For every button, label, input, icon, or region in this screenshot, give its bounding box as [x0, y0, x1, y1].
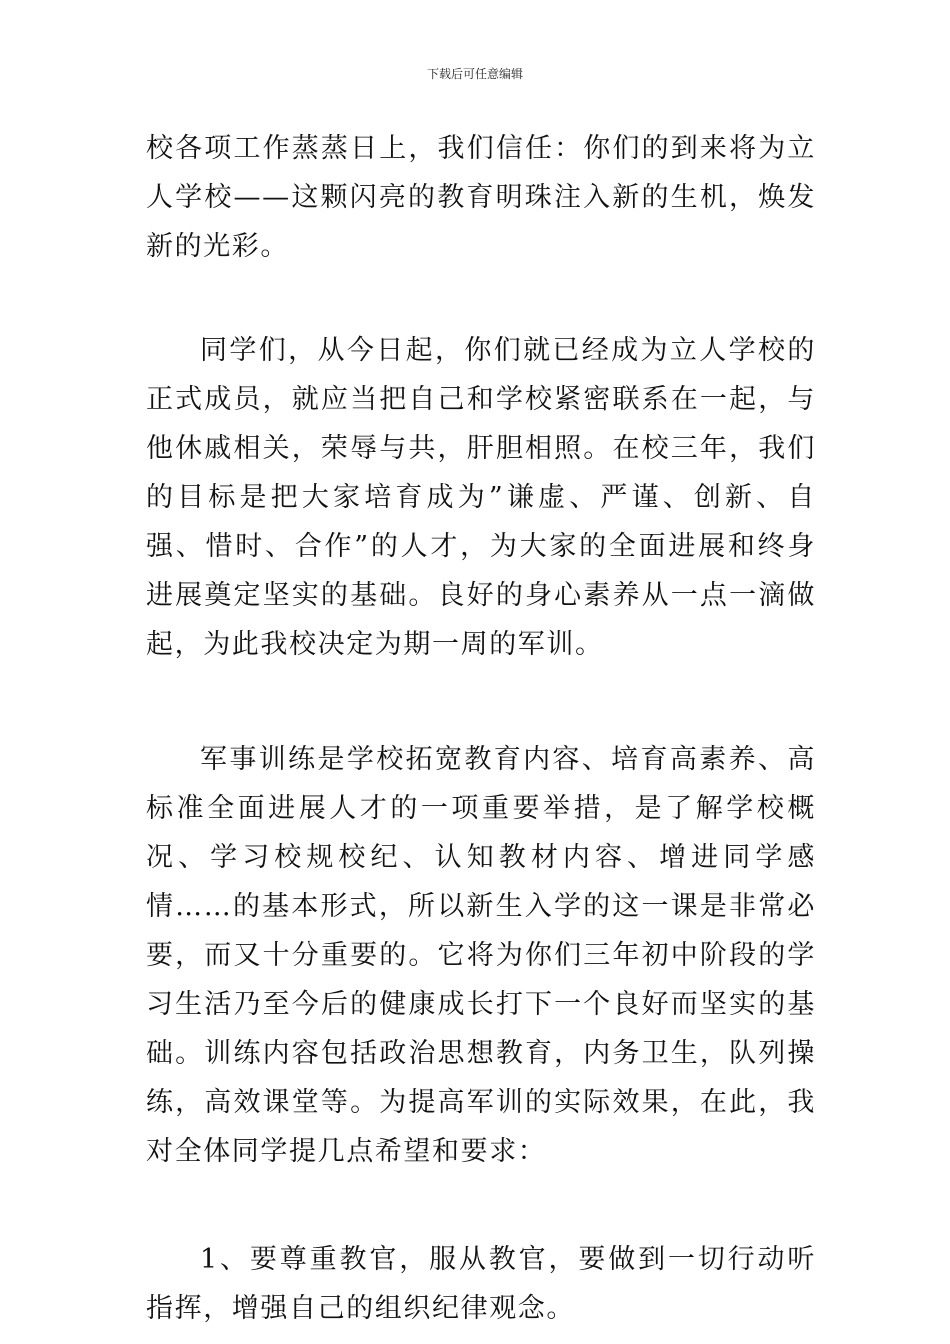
paragraph-gap: [146, 271, 816, 326]
paragraph-gap: [146, 1176, 816, 1235]
paragraph-requirement-1: 1、要尊重教官，服从教官，要做到一切行动听指挥，增强自己的组织纪律观念。: [146, 1244, 816, 1324]
page-header: 下载后可任意编辑: [426, 67, 523, 81]
paragraph-military-training: 军事训练是学校拓宽教育内容、培育高素养、高标准全面进展人才的一项重要举措，是了解学校概况、学习校规校纪、认知教材内容、增进同学感情……的基本形式，所以新生入学的这一课是非常必要，而又十分重要的。它将为你们三年初中阶段的学习生活乃至今后的健康成长打下一个良好而坚实的基础。训练内容包括政治思想教育，内务卫生，队列操练，高效课堂等。为提高军训的实际效果，在此，我对全体同学提几点希望和要求：: [146, 744, 816, 1167]
paragraph-continuation: 校各项工作蒸蒸日上，我们信任：你们的到来将为立人学校——这颗闪亮的教育明珠注入新的生机，焕发新的光彩。: [146, 133, 816, 262]
document-body: [146, 124, 816, 1333]
paragraph-gap: [146, 669, 816, 735]
paragraph-students: 同学们，从今日起，你们就已经成为立人学校的正式成员，就应当把自己和学校紧密联系在一起，与他休戚相关，荣辱与共，肝胆相照。在校三年，我们的目标是把大家培育成为”谦虚、严谨、创新、自强、惜时、合作”的人才，为大家的全面进展和终身进展奠定坚实的基础。良好的身心素养从一点一滴做起，为此我校决定为期一周的军训。: [146, 335, 816, 660]
